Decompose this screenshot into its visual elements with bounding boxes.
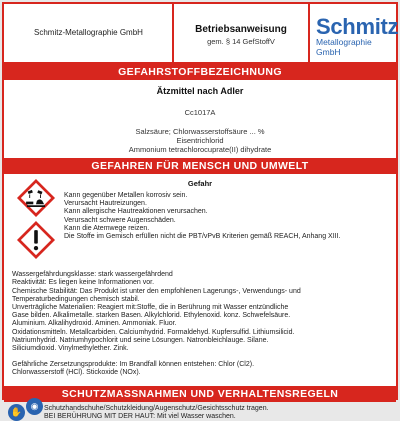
hazard-statement: Verursacht schwere Augenschäden. — [64, 216, 176, 224]
hazard-statement: Kann die Atemwege reizen. — [64, 224, 150, 232]
protection-section — [4, 402, 396, 421]
operating-instruction-sheet — [2, 2, 399, 420]
property-line: Gase bilden. Alkalimetalle. starken Basen. Alkylchlorid. Ethylenoxid. konz. Schwefelsäure. — [12, 312, 291, 320]
gloves-icon: ✋ — [8, 404, 25, 421]
document-title: Betriebsanweisung — [195, 24, 287, 35]
hazard-statement: Verursacht Hautreizungen. — [64, 200, 147, 208]
logo-wordmark: Schmitz — [316, 14, 399, 39]
section-heading-hazards: GEFAHREN FÜR MENSCH UND UMWELT — [4, 158, 396, 174]
hazard-statement: Die Stoffe im Gemisch erfüllen nicht die PBT/vPvB Kriterien gemäß REACH, Anhang XIII. — [64, 233, 341, 241]
protection-instructions — [44, 402, 269, 421]
property-line: Aluminium. Alkalihydroxid. Aminen. Ammoniak. Fluor. — [12, 320, 177, 328]
product-name: Ätzmittel nach Adler — [156, 86, 244, 96]
company-logo — [316, 16, 398, 57]
property-line: Unverträgliche Materialien: Reagiert mit:Stoffe, die in Berührung mit Wasser entzündliche — [12, 304, 289, 312]
ppe-icons — [4, 402, 44, 421]
decomposition-line: Chlorwasserstoff (HCl). Stickoxide (NOx). — [12, 369, 141, 377]
property-line: Wassergefährdungsklasse: stark wassergefährdend — [12, 271, 173, 279]
document-title-box — [172, 4, 310, 62]
decomposition-line: Gefährliche Zersetzungsprodukte: Im Brandfall können entstehen: Chlor (Cl2). — [12, 361, 255, 369]
property-line: Chemische Stabilität: Das Produkt ist unter den empfohlenen Lagerungs-, Verwendungs- und — [12, 287, 301, 295]
section-heading-protection: SCHUTZMASSNAHMEN UND VERHALTENSREGELN — [4, 386, 396, 402]
component-item: Eisentrichlorid — [176, 136, 224, 145]
protection-line: BEI BERÜHRUNG MIT DER HAUT: Mit viel Wasser waschen. — [44, 412, 236, 420]
property-line: Temperaturbedingungen chemisch stabil. — [12, 295, 140, 303]
substance-properties — [12, 271, 390, 353]
goggles-icon: ◉ — [26, 398, 43, 415]
components-list — [4, 127, 396, 154]
product-code: Cc1017A — [184, 108, 216, 117]
signal-word: Gefahr — [187, 179, 213, 188]
decomposition-products — [12, 361, 390, 377]
logo-subtitle: Metallographie GmbH — [316, 37, 372, 57]
exclamation-pictogram-icon — [18, 222, 54, 258]
component-item: Salzsäure; Chlorwasserstoffsäure ... % — [135, 127, 265, 136]
component-item: Ammonium tetrachlorocuprate(II) dihydrate — [128, 145, 272, 154]
property-line: Siliciumdioxid. Vinylmethylether. Zink. — [12, 345, 129, 353]
property-line: Oxidationsmitteln. Metallcarbiden. Calciumhydrid. Formaldehyd. Kupfersulfid. Lithiumsilicid. — [12, 328, 295, 336]
section-heading-substance: GEFAHRSTOFFBEZEICHNUNG — [4, 64, 396, 80]
document-subtitle: gem. § 14 GefStoffV — [207, 37, 275, 46]
protection-line: Schutzhandschuhe/Schutzkleidung/Augenschutz/Gesichtsschutz tragen. — [44, 404, 269, 412]
substance-section — [4, 80, 396, 158]
property-line: Reaktivität: Es liegen keine Informationen vor. — [12, 279, 155, 287]
hazard-statement: Kann gegenüber Metallen korrosiv sein. — [64, 192, 188, 199]
hazards-section — [4, 174, 396, 241]
document-header — [4, 4, 399, 64]
company-name: Schmitz-Metallographie GmbH — [34, 28, 143, 37]
hazard-statement: Kann allergische Hautreaktionen verursachen. — [64, 208, 208, 216]
property-line: Natriumhydrid. Natriumhypochlorit und seine Lösungen. Natronbleichlauge. Silane. — [12, 336, 269, 344]
